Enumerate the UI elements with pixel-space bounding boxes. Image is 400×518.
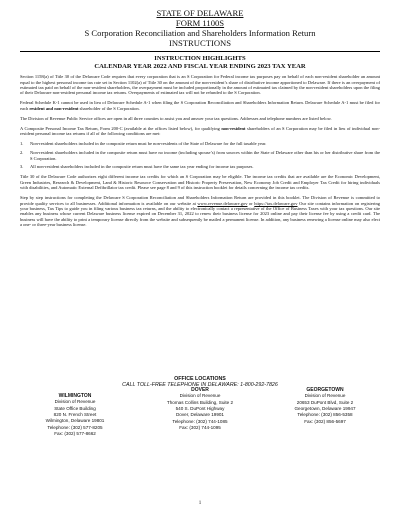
- paragraph-schedule-k1: Federal Schedule K-1 cannot be used in lieu of Delaware Schedule A-1 when filing the S Corporation Reconciliation and Shareholders Information Return. Delaware Schedule A-1 must be filed for each resident and non-resident shareholder of the S Corporation.: [20, 100, 380, 111]
- instruction-highlights: [20, 55, 380, 70]
- instructions-page: [20, 8, 380, 232]
- page-number: 1: [198, 501, 202, 506]
- header-divider: [20, 51, 380, 52]
- document-header: [20, 8, 380, 48]
- office-dover: DOVER Division of Revenue Thomas Collins Building, Suite 2 540 S. DuPont Highway Dover, Delaware 19901 Telephone: (302) 744-1085 Fax: (302) 744-1095: [166, 386, 234, 431]
- highlights-title: INSTRUCTION HIGHLIGHTS: [154, 55, 246, 62]
- paragraph-website: Step by step instructions for completing the Delaware S Corporation Reconciliation and Shareholders Information Return are provided in this booklet. The Division of Revenue is committed to provide quality services to all businesses. Additional information is available on our website at www.revenue.delaware.gov or https://tax.delaware.gov Our site contains information on registering your business, Tax Tips to guide you in filing various business tax returns, and the ability to electronically contact a representative of the Office of Business Taxes with your tax questions. Our site enables any business whose current Delaware business license expired on December 31, 2022 to renew their business license for 2023 online and pay their license fee by using a credit card. The business will have the ability to print a temporary license directly from the website and subsequently be mailed a permanent license. In addition, any business renewing a license online may also elect a one- or three-year business license.: [20, 195, 380, 228]
- list-item: 3. All non-resident shareholders included in the composite return must have the same tax year ending for income tax purposes.: [20, 164, 254, 170]
- paragraph-section-1158: Section 1158(a) of Title 30 of the Delaware Code requires that every corporation that is an S Corporation for Federal income tax purposes pay on behalf of each non-resident shareholder an amount equal to the highest personal income tax rate set in Section 1102(a) of Title 30 on the amount of the non-resident’s share of distributive income apportioned to Delaware. If there is an overpayment of estimated tax paid on behalf of the non-resident shareholders, the overpayment must be included proportionally in the amount of estimated tax claimed by the non-resident shareholders upon the filing of their Delaware non-resident personal income tax returns. Overpayments of estimated tax will not be refunded to the S Corporation.: [20, 74, 380, 96]
- form-title: S Corporation Reconciliation and Shareholders Information Return: [84, 28, 316, 38]
- office-wilmington: WILMINGTON Division of Revenue State Office Building 820 N. French Street Wilmington, Delaware 19801 Telephone: (302) 577-8205 Fax: (302) 577-8662: [45, 392, 105, 437]
- office-row: [20, 386, 380, 438]
- instructions-title: INSTRUCTIONS: [168, 38, 232, 48]
- office-locations-title: OFFICE LOCATIONS: [174, 376, 226, 382]
- office-locations: [20, 376, 380, 438]
- paragraph-composite-return: A Composite Personal Income Tax Return, Form 200-C (available at the offices listed below), for qualifying non-resident shareholders of an S Corporation may be filed in lieu of individual non-resident personal income tax returns if all of the following conditions are met:: [20, 125, 380, 137]
- tax-website-link[interactable]: https://tax.delaware.gov: [254, 200, 298, 206]
- paragraph-tax-credits: Title 30 of the Delaware Code authorizes eight different income tax credits for which an S Corporation may be eligible. The income tax credits that are available are the Economic Development, Green Industries, Research & Development, Land & Historic Resource Conservation and Historic Property Preservation, New Economy Job Credit and Employer Tax Credit for hiring individuals with disabilities, and Automatic External Defibrillator tax credit. Please see page 8 and 9 of this instruction booklet for details concerning the income tax credits.: [20, 174, 380, 191]
- list-item: 2. Non-resident shareholders included in the composite return must have no income (including spouse’s) from sources within the State of Delaware other than his or her distributive share from the S Corporation.: [20, 150, 380, 161]
- revenue-website-link[interactable]: www.revenue.delaware.gov: [197, 200, 248, 206]
- list-item: 1. Non-resident shareholders included in the composite return must be non-residents of the State of Delaware for the full taxable year.: [20, 141, 267, 147]
- body-text: [20, 74, 380, 228]
- state-title: STATE OF DELAWARE: [156, 8, 244, 18]
- conditions-list: [20, 141, 380, 170]
- tax-year-title: CALENDAR YEAR 2022 AND FISCAL YEAR ENDING 2023 TAX YEAR: [94, 62, 306, 70]
- form-number: FORM 1100S: [175, 18, 225, 28]
- paragraph-public-service: The Division of Revenue Public Service offices are open in all three counties to assist you and answer your tax questions. Addresses and telephone numbers are listed below.: [20, 115, 332, 121]
- office-georgetown: GEORGETOWN Division of Revenue 20653 DuPont Blvd, Suite 2 Georgetown, Delaware 19947 Telephone: (302) 856-5358 Fax: (302) 856-5697: [294, 386, 356, 424]
- toll-free-phone: CALL TOLL-FREE TELEPHONE IN DELAWARE: 1-800-292-7826: [122, 382, 278, 389]
